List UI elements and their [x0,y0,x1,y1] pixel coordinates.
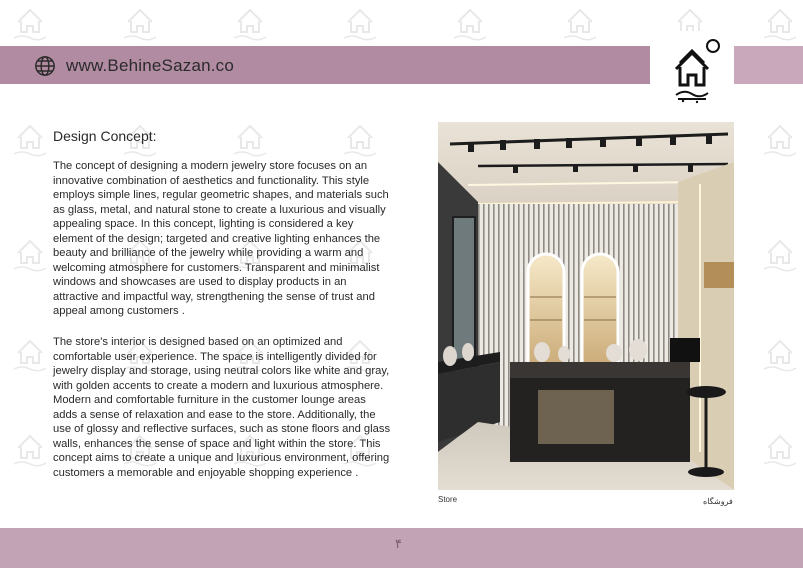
website-url: www.BehineSazan.co [66,56,235,75]
globe-icon [34,55,56,77]
watermark-logo-icon [448,4,492,44]
watermark-logo-icon [758,4,802,44]
concept-paragraph-1: The concept of designing a modern jewelry store focuses on an innovative combination of aesthetics and functionality. This style employs simple lines, regular geometric shapes, and materials such as glass, metal, and natural stone to create a luxurious and visually appealing space. In this concept, lighting is considered a key element of the design; targeted and creative lighting enhances the beauty and brilliance of the jewelry while providing a warm and welcoming atmosphere for customers. Transparent and minimalist windows and showcases are used to display products in an attractive and impactful way, strengthening the sense of trust and appeal among customers . [53,160,389,317]
header-band-accent [734,46,803,84]
watermark-logo-icon [758,335,802,375]
watermark-logo-icon [8,430,52,470]
watermark-logo-icon [8,120,52,160]
brand-logo [650,31,734,109]
watermark-logo-icon [228,4,272,44]
watermark-logo-icon [228,120,272,160]
watermark-logo-icon [8,4,52,44]
watermark-logo-icon [8,235,52,275]
watermark-logo-icon [118,4,162,44]
store-interior-image [438,122,734,490]
watermark-logo-icon [758,120,802,160]
watermark-logo-icon [558,4,602,44]
watermark-logo-icon [338,4,382,44]
page-number: ۴ [395,536,402,551]
watermark-logo-icon [338,120,382,160]
website-link[interactable] [34,54,234,78]
watermark-logo-icon [758,235,802,275]
concept-paragraph-2: The store's interior is designed based on an optimized and comfortable user experience. The space is intelligently divided for jewelry display and storage, using neutral colors like white and gray, with golden accents to create a modern and luxurious atmosphere. Modern and comfortable furniture in the customer lounge areas adds a sense of relaxation and ease to the store. Additionally, the use of glossy and reflective surfaces, such as stone floors and glass walls, enhances the sense of space and light within the store. This concept aims to create a unique and luxurious environment, offering customers a memorable and enjoyable shopping experience . [53,336,391,479]
figure-caption-english: Store [438,495,458,504]
section-heading: Design Concept: [53,128,157,144]
watermark-logo-icon [8,335,52,375]
figure-caption-persian: فروشگاه [703,497,733,506]
watermark-logo-icon [758,430,802,470]
